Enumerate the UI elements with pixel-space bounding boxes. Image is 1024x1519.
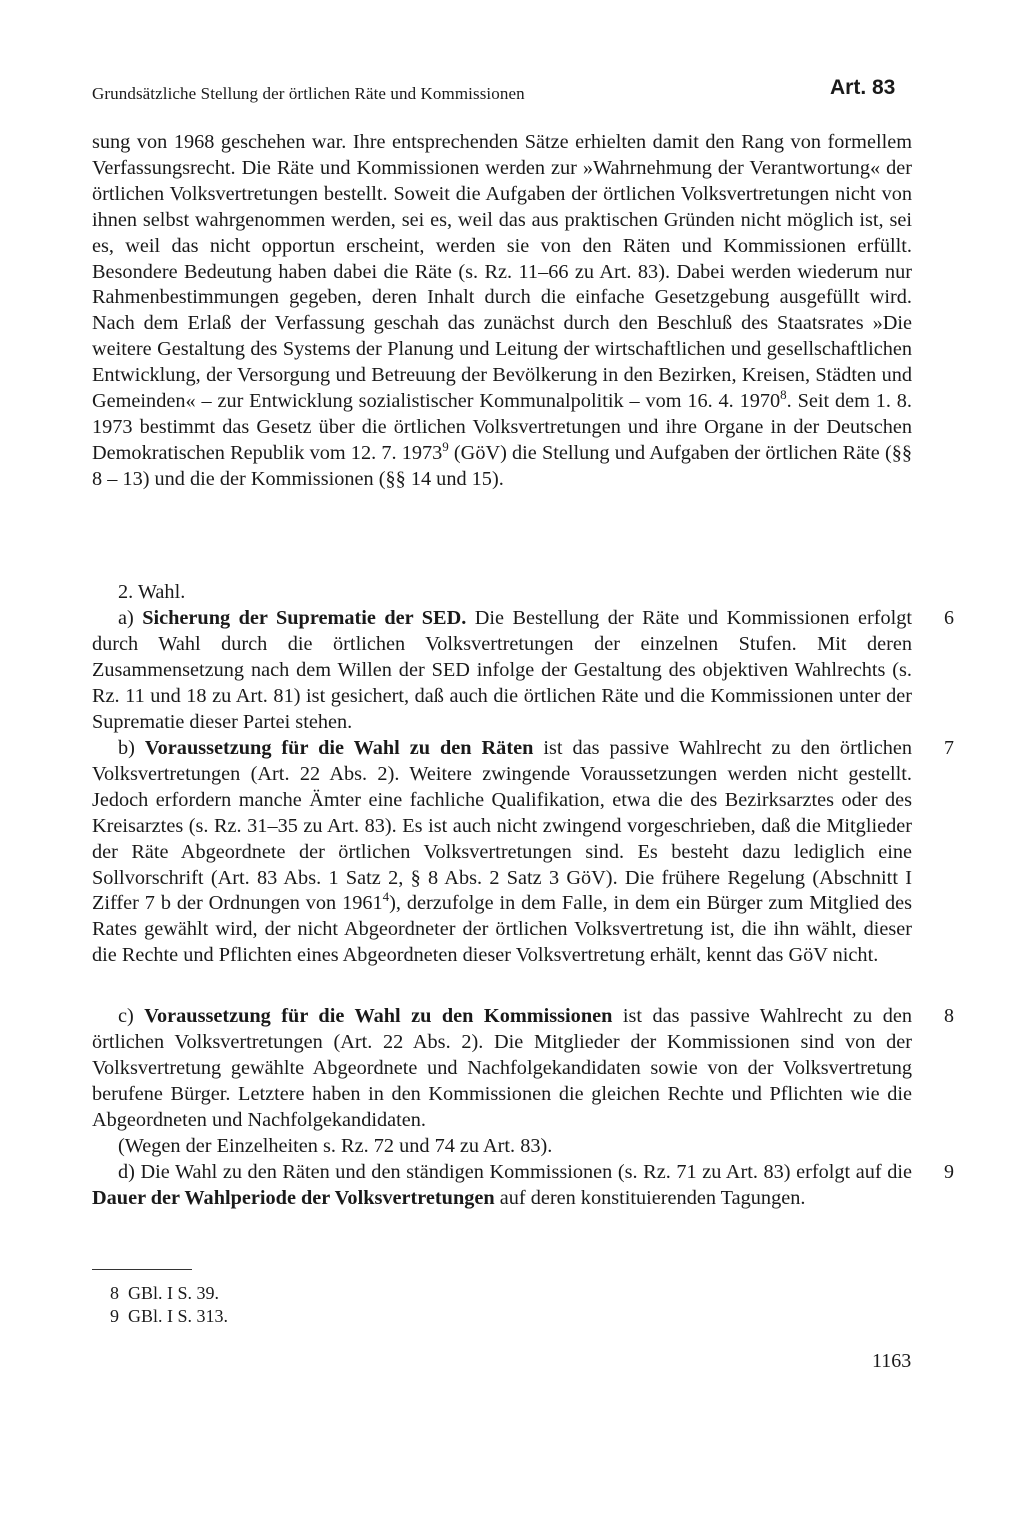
para-c-heading: Voraussetzung für die Wahl zu den Kommissionen xyxy=(144,1005,613,1027)
intro-text-part3: (GöV) die Stellung und Aufgaben der örtlichen Räte (§§ 8 – 13) und die der Kommissionen (§§ 14 und 15). xyxy=(92,441,912,490)
para-c-text: ist das passive Wahlrecht zu den örtlichen Volksvertretungen (Art. 22 Abs. 2). Die Mitglieder der Kommissionen sind von der Volksvertretung gewählte Abgeordnete und Nachfolgekandidaten sowie von der Volksvertretung berufene Bürger. Letztere haben in den Kommissionen die gleichen Rechte und Pflichten wie die Abgeordneten und Nachfolgekandidaten. xyxy=(92,1005,913,1131)
footnote-text: GBl. I S. 39. xyxy=(128,1283,220,1303)
para-a-block xyxy=(92,606,912,736)
para-c-note: (Wegen der Einzelheiten s. Rz. 72 und 74 zu Art. 83). xyxy=(118,1134,553,1157)
running-title: Grundsätzliche Stellung der örtlichen Räte und Kommissionen xyxy=(92,84,525,103)
para-d-block xyxy=(92,1160,912,1212)
footnote-ref-9: 9 xyxy=(442,439,449,455)
section-heading: 2. Wahl. xyxy=(118,581,186,603)
footnote-item xyxy=(110,1283,219,1304)
para-a-prefix: a) xyxy=(118,607,143,629)
para-b-block xyxy=(92,736,912,969)
para-d-text2: auf deren konstituierenden Tagungen. xyxy=(494,1186,806,1209)
footnote-rule xyxy=(92,1269,192,1270)
para-a-text: Die Bestellung der Räte und Kommissionen erfolgt durch Wahl durch die örtlichen Volksvertretungen der einzelnen Stufen. Mit deren Zusammensetzung nach dem Willen der SED infolge der Gestaltung des objektiven Wahlrechts (s. Rz. 11 und 18 zu Art. 81) ist gesichert, daß auch die örtlichen Räte und die Kommissionen unter der Suprematie dieser Partei stehen. xyxy=(92,607,913,733)
intro-text-part1: sung von 1968 geschehen war. Ihre entsprechenden Sätze erhielten damit den Rang von formellem Verfassungsrecht. Die Räte und Kommissionen werden zur »Wahrnehmung der Verantwortung« der örtlichen Volksvertretungen bestellt. Soweit die Aufgaben der örtlichen Volksvertretungen nicht von ihnen selbst wahrgenommen werden, sei es, weil das aus praktischen Gründen nicht möglich ist, sei es, weil das nicht opportun erscheint, werden sie von den Räten und Kommissionen erfüllt. Besondere Bedeutung haben dabei die Räte (s. Rz. 11–66 zu Art. 83). Dabei werden wiederum nur Rahmenbestimmungen gegeben, deren Inhalt durch die einfache Gesetzgebung ausgefüllt wird. Nach dem Erlaß der Verfassung geschah das zunächst durch den Beschluß des Staatsrates »Die weitere Gestaltung des Systems der Planung und Leitung der wirtschaftlichen und gesellschaftlichen Entwicklung, der Versorgung und Betreuung der Bevölkerung in den Bezirken, Kreisen, Städten und Gemeinden« – zur Entwicklung sozialistischer Kommunalpolitik – vom 16. 4. 1970 xyxy=(92,131,912,413)
footnote-ref-4: 4 xyxy=(382,889,390,905)
footnote-item xyxy=(110,1306,228,1327)
footnote-number: 9 xyxy=(110,1306,119,1326)
para-a-heading: Sicherung der Suprematie der SED. xyxy=(142,607,467,629)
margin-number-8: 8 xyxy=(944,1005,954,1027)
para-c-block xyxy=(92,1004,912,1159)
intro-block xyxy=(92,130,912,493)
intro-text-part2: . Seit dem 1. 8. 1973 bestimmt das Gesetz über die örtlichen Volksvertretungen und ihre Organe in der Deutschen Demokratischen Republik vom 12. 7. 1973 xyxy=(92,390,912,464)
intro-paragraph xyxy=(92,130,912,493)
para-b-text2: ), derzufolge in dem Falle, in dem ein Bürger zum Mitglied des Rates gewählt wird, der nicht Abgeordneter der örtlichen Volksvertretung ist, die ihn wählt, dieser die Rechte und Pflichten eines Abgeordneten dieser Volksvertretung erhält, kennt das GöV nicht. xyxy=(92,892,912,967)
page-number: 1163 xyxy=(872,1350,912,1372)
margin-number-7: 7 xyxy=(944,737,954,759)
para-d-heading: Dauer der Wahlperiode der Volksvertretungen xyxy=(92,1186,495,1209)
para-b-heading: Voraussetzung für die Wahl zu den Räten xyxy=(144,737,534,759)
footnote-number: 8 xyxy=(110,1283,119,1303)
footnote-text: GBl. I S. 313. xyxy=(128,1306,229,1326)
para-c xyxy=(92,1004,912,1134)
margin-number-9: 9 xyxy=(944,1161,954,1183)
article-label: Art. 83 xyxy=(830,76,896,99)
margin-number-6: 6 xyxy=(944,607,954,629)
para-a xyxy=(92,606,912,736)
para-b xyxy=(92,736,912,969)
para-d-text1: d) Die Wahl zu den Räten und den ständigen Kommissionen (s. Rz. 71 zu Art. 83) erfolgt auf die xyxy=(118,1161,912,1183)
para-b-text1: ist das passive Wahlrecht zu den örtlichen Volksvertretungen (Art. 22 Abs. 2). Weitere zwingende Voraussetzungen werden nicht gestellt. Jedoch erfordern manche Ämter eine fachliche Qualifikation, etwa die des Bezirksarztes oder des Kreisarztes (s. Rz. 31–35 zu Art. 83). Es ist auch nicht zwingend vorgeschrieben, daß die Mitglieder der Räte Abgeordnete der örtlichen Volksvertretungen sind. Es besteht dazu lediglich eine Sollvorschrift (Art. 83 Abs. 1 Satz 2, § 8 Abs. 2 Satz 3 GöV). Die frühere Regelung (Abschnitt I Ziffer 7 b der Ordnungen von 1961 xyxy=(92,737,913,915)
para-d xyxy=(92,1160,912,1212)
footnote-ref-8: 8 xyxy=(780,387,787,403)
para-c-prefix: c) xyxy=(118,1005,145,1027)
para-b-prefix: b) xyxy=(118,737,145,759)
